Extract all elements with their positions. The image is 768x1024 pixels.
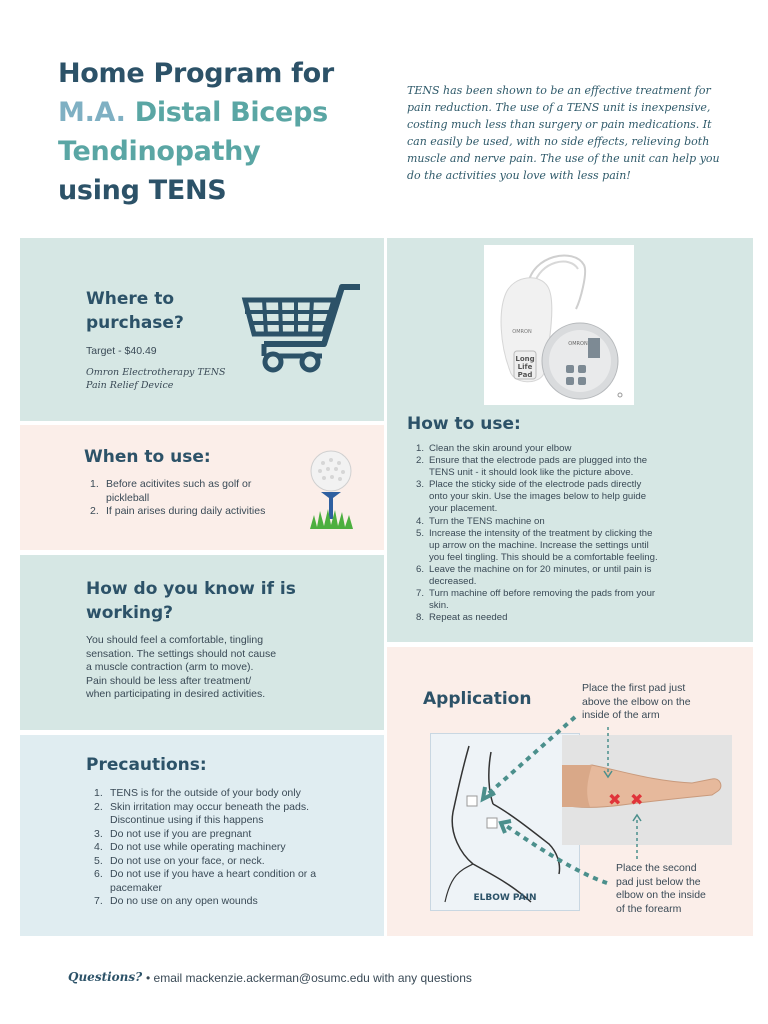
working-paragraph xyxy=(86,634,366,702)
when-panel xyxy=(20,425,384,550)
list-item: 4. Turn the TENS machine on xyxy=(416,515,545,527)
purchase-price: Target - $40.49 xyxy=(86,345,157,357)
list-item: onto your skin. Use the images below to help guide xyxy=(429,491,647,503)
intro-paragraph xyxy=(407,82,727,184)
precautions-list xyxy=(94,787,374,909)
title-line-2 xyxy=(58,93,378,132)
list-item: your placement. xyxy=(429,503,498,515)
working-panel xyxy=(20,555,384,730)
list-item: 2. Ensure that the electrode pads are plugged into the xyxy=(416,455,648,467)
intro-line: costing much less than surgery or pain medications. It xyxy=(407,118,712,131)
list-item: 5. Increase the intensity of the treatment by clicking the xyxy=(416,527,653,539)
list-item: 7. Do no use on any open wounds xyxy=(94,895,258,907)
working-line: You should feel a comfortable, tingling xyxy=(86,634,264,646)
svg-text:Pad: Pad xyxy=(517,371,533,379)
tens-device-icon xyxy=(484,245,634,405)
purchase-panel xyxy=(20,238,384,421)
precautions-panel xyxy=(20,735,384,936)
when-heading: When to use: xyxy=(84,447,211,467)
when-list xyxy=(90,478,310,519)
second-pad-label: Place the second pad just below the elbow on the inside of the forearm xyxy=(616,862,706,915)
title-initials: M.A. xyxy=(58,97,126,128)
intro-line: TENS has been shown to be an effective treatment for xyxy=(407,84,711,97)
list-item: 1. TENS is for the outside of your body only xyxy=(94,787,301,799)
howto-panel xyxy=(387,238,753,642)
diagram-label: ELBOW PAIN xyxy=(473,893,537,903)
title-line-4: using TENS xyxy=(58,175,227,206)
working-line: Pain should be less after treatment/ xyxy=(86,674,252,687)
list-item: decreased. xyxy=(429,576,477,588)
list-item: Discontinue using if this happens xyxy=(110,814,264,826)
precautions-heading: Precautions: xyxy=(86,755,207,775)
placement-arrows xyxy=(387,647,753,936)
list-item: 2. If pain arises during daily activities xyxy=(90,505,266,517)
list-item: 1. Clean the skin around your elbow xyxy=(416,443,572,454)
list-item: 8. Repeat as needed xyxy=(416,612,508,624)
title-condition: Distal Biceps xyxy=(134,97,328,128)
product-line: Omron Electrotherapy TENS xyxy=(86,367,226,378)
title-line-3: Tendinopathy xyxy=(58,136,261,167)
svg-text:OMRON: OMRON xyxy=(568,341,588,347)
list-item: 6. Do not use if you have a heart condition or a xyxy=(94,868,317,880)
working-line: sensation. The settings should not cause xyxy=(86,647,277,660)
page-title xyxy=(58,54,378,210)
list-item: 5. Do not use on your face, or neck. xyxy=(94,854,265,867)
howto-heading: How to use: xyxy=(407,414,521,434)
list-item: 1. Before acitivites such as golf or xyxy=(90,478,252,490)
list-item: 7. Turn machine off before removing the pads from your xyxy=(416,588,656,600)
list-item: 3. Do not use if you are pregnant xyxy=(94,827,252,840)
list-item: up arrow on the machine. Increase the settings until xyxy=(429,539,649,551)
footer-questions: Questions? xyxy=(68,970,143,984)
footer-email[interactable]: • email mackenzie.ackerman@osumc.edu with any questions xyxy=(146,971,472,985)
working-heading-line-1: How do you know if is xyxy=(86,579,296,599)
list-item: 3. Place the sticky side of the electrode pads directly xyxy=(416,479,642,491)
arrow-second-pad xyxy=(505,825,607,883)
list-item: 4. Do not use while operating machinery xyxy=(94,841,286,853)
intro-line: muscle and nerve pain. The use of the unit can help you xyxy=(407,152,720,165)
list-item: 6. Leave the machine on for 20 minutes, or until pain is xyxy=(416,563,652,575)
working-line: when participating in desired activities. xyxy=(86,688,266,701)
purchase-heading xyxy=(86,287,184,335)
list-item: skin. xyxy=(429,600,449,612)
product-line: Pain Relief Device xyxy=(86,379,174,391)
list-item: pacemaker xyxy=(110,881,162,894)
marker-upper-icon: ✖ xyxy=(608,790,622,809)
list-item: pickleball xyxy=(106,491,150,504)
marker-lower-icon: ✖ xyxy=(630,790,644,809)
application-panel xyxy=(387,647,753,936)
list-item: you feel tingling. This should be a comfortable feeling. xyxy=(429,551,658,563)
golf-ball-icon xyxy=(306,449,358,535)
working-heading xyxy=(86,577,296,625)
working-line: a muscle contraction (arm to move). xyxy=(86,661,254,674)
svg-text:OMRON: OMRON xyxy=(512,329,532,335)
svg-text:Long: Long xyxy=(515,355,535,363)
purchase-heading-line-2: purchase? xyxy=(86,313,184,333)
svg-text:Life: Life xyxy=(517,363,533,371)
shopping-cart-icon xyxy=(240,282,364,378)
title-line-1: Home Program for xyxy=(58,58,334,89)
purchase-heading-line-1: Where to xyxy=(86,289,175,309)
intro-line: do the activities you love with less pain! xyxy=(407,169,631,182)
tens-device-image xyxy=(484,245,634,405)
application-heading: Application xyxy=(423,689,532,709)
purchase-product xyxy=(86,367,226,392)
arrow-first-pad xyxy=(487,717,575,795)
working-heading-line-2: working? xyxy=(86,603,174,623)
intro-line: pain reduction. The use of a TENS unit is inexpensive, xyxy=(407,101,711,114)
howto-list xyxy=(416,443,721,624)
intro-line: can easily be used, with no side effects, relieving both xyxy=(407,135,710,148)
list-item: 2. Skin irritation may occur beneath the pads. xyxy=(94,800,310,813)
first-pad-label: Place the first pad just above the elbow on the inside of the arm xyxy=(582,682,691,721)
list-item: TENS unit - it should look like the picture above. xyxy=(429,467,634,479)
